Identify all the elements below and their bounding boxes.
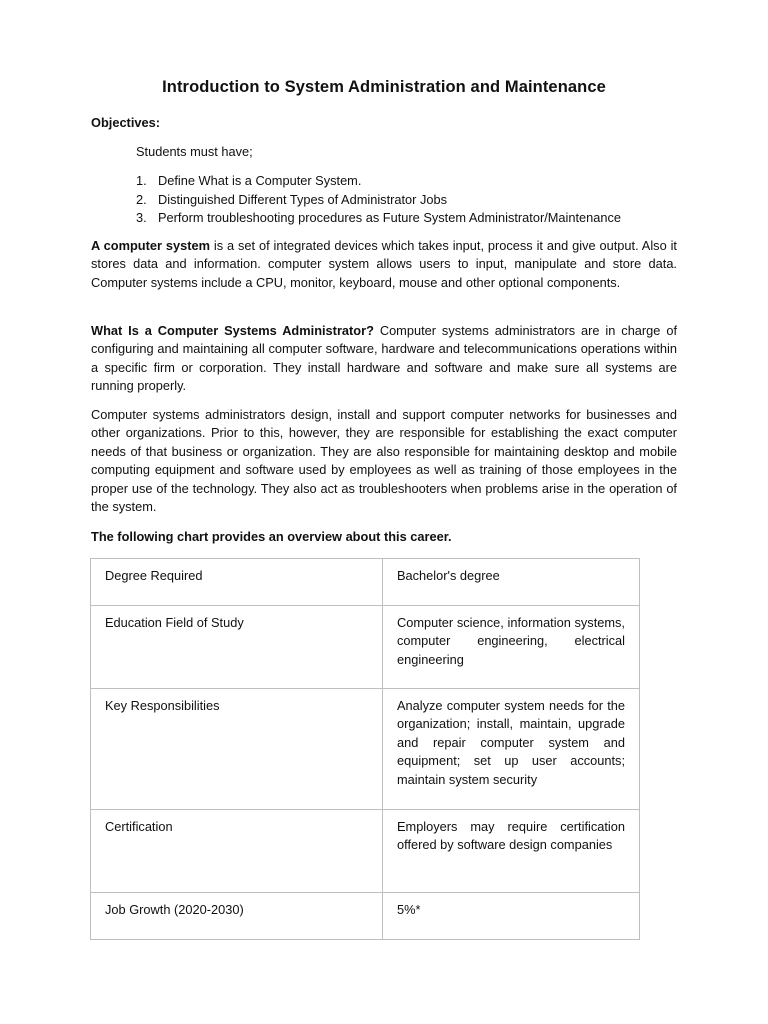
row-value: Analyze computer system needs for the organization; install, maintain, upgrade and repair computer system and equipment; set up user accounts; maintain system security: [383, 689, 640, 810]
computer-system-term: A computer system: [91, 238, 210, 253]
row-label: Key Responsibilities: [91, 689, 383, 810]
objective-text: Perform troubleshooting procedures as Future System Administrator/Maintenance: [158, 210, 622, 225]
duties-paragraph: Computer systems administrators design, install and support computer networks for businesses and other organizations. Prior to this, however, they are responsible for establishing the exact computer needs of that business or organization. They are also responsible for maintaining desktop and mobile computing equipment and software used by employees as well as training of those employees in the proper use of the technology. They also act as troubleshooters when problems arise in the operation of the system.: [91, 407, 677, 515]
row-label: Education Field of Study: [91, 606, 383, 689]
objective-item: [136, 191, 621, 210]
objectives-heading: Objectives:: [91, 115, 160, 130]
row-value: Bachelor's degree: [383, 559, 640, 606]
career-overview-table: [90, 558, 640, 940]
objective-number: 1.: [136, 173, 147, 188]
administrator-question: What Is a Computer Systems Administrator?: [91, 323, 374, 338]
row-value: 5%*: [383, 893, 640, 940]
objective-text: Distinguished Different Types of Administrator Jobs: [158, 191, 448, 207]
objective-text: Define What is a Computer System.: [158, 173, 362, 188]
table-row: [91, 606, 640, 689]
table-row: [91, 810, 640, 893]
row-label: Certification: [91, 810, 383, 893]
row-label: Degree Required: [91, 559, 383, 606]
objective-item: [136, 209, 621, 228]
row-label: Job Growth (2020-2030): [91, 893, 383, 940]
row-value: Computer science, information systems, computer engineering, electrical engineering: [383, 606, 640, 689]
computer-system-definition: is a set of integrated devices which takes input, process it and give output. Also it stores data and information. computer system allows users to input, manipulate and store data. Computer systems include a CPU, monitor, keyboard, mouse and other optional components.: [91, 238, 677, 290]
computer-system-paragraph: [91, 237, 677, 292]
objective-number: 3.: [136, 210, 147, 225]
chart-intro: The following chart provides an overview about this career.: [91, 529, 452, 544]
document-title: Introduction to System Administration and Maintenance: [162, 78, 606, 96]
objective-number: 2.: [136, 191, 147, 207]
administrator-description: Computer systems administrators are in charge of configuring and maintaining all computer software, hardware and telecommunications operations within a specific firm or corporation. They install hardware and software and make sure all systems are running properly.: [91, 323, 678, 394]
objectives-list: [136, 172, 621, 228]
table-row: [91, 893, 640, 940]
objective-item: [136, 172, 621, 191]
administrator-paragraph: [91, 322, 677, 396]
table-row: [91, 689, 640, 810]
row-value: Employers may require certification offered by software design companies: [383, 810, 640, 893]
students-intro: Students must have;: [136, 144, 253, 159]
table-row: [91, 559, 640, 606]
